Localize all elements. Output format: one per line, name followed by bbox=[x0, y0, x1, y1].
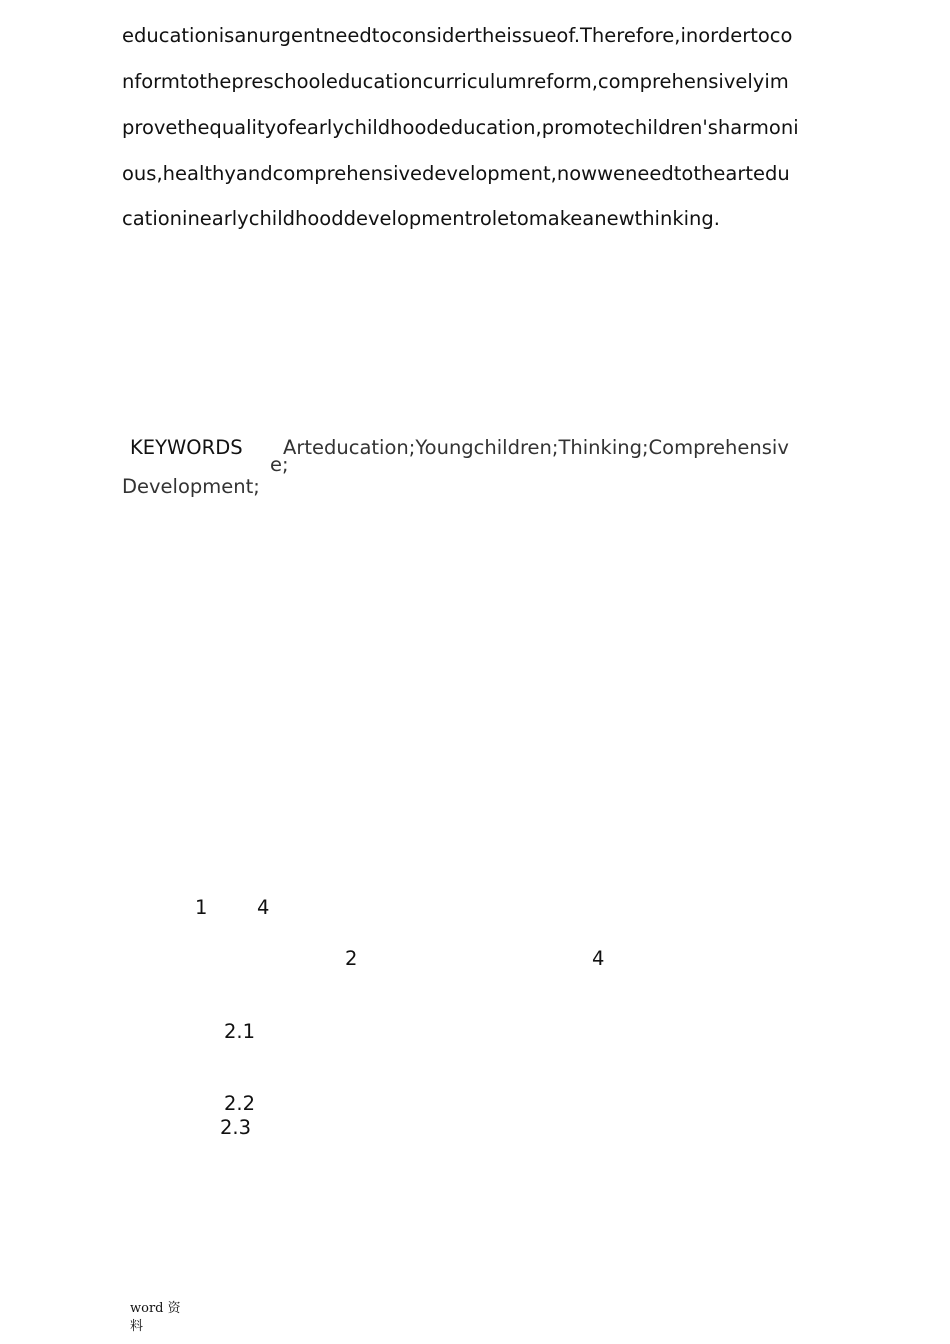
abstract-line: provethequalityofearlychildhoodeducation,promotechildren'sharmoni bbox=[122, 116, 799, 139]
keywords-continuation: Development; bbox=[122, 475, 260, 498]
toc-number: 2.2 bbox=[224, 1092, 256, 1115]
keywords-label: KEYWORDS bbox=[130, 436, 243, 459]
abstract-line: ous,healthyandcomprehensivedevelopment,nowweneedtotheartedu bbox=[122, 162, 790, 185]
toc-number: 2.3 bbox=[220, 1116, 252, 1139]
footer-line: 料 bbox=[130, 1319, 144, 1334]
footer-line: word 资 bbox=[130, 1301, 181, 1316]
toc-number: 2 bbox=[345, 947, 358, 970]
page-footer bbox=[130, 1300, 181, 1336]
abstract-line: nformtothepreschooleducationcurriculumreform,comprehensivelyim bbox=[122, 70, 789, 93]
toc-page: 4 bbox=[592, 947, 605, 970]
keywords-text: Arteducation;Youngchildren;Thinking;Comprehensiv bbox=[283, 436, 789, 459]
keywords-overflow-text: e; bbox=[270, 453, 289, 476]
abstract-line: cationinearlychildhooddevelopmentroletomakeanewthinking. bbox=[122, 207, 720, 230]
toc-page: 4 bbox=[257, 896, 270, 919]
toc-number: 1 bbox=[195, 896, 208, 919]
keywords-overflow bbox=[270, 453, 289, 476]
abstract-line: educationisanurgentneedtoconsidertheissueof.Therefore,inordertoco bbox=[122, 24, 793, 47]
toc-number: 2.1 bbox=[224, 1020, 256, 1043]
